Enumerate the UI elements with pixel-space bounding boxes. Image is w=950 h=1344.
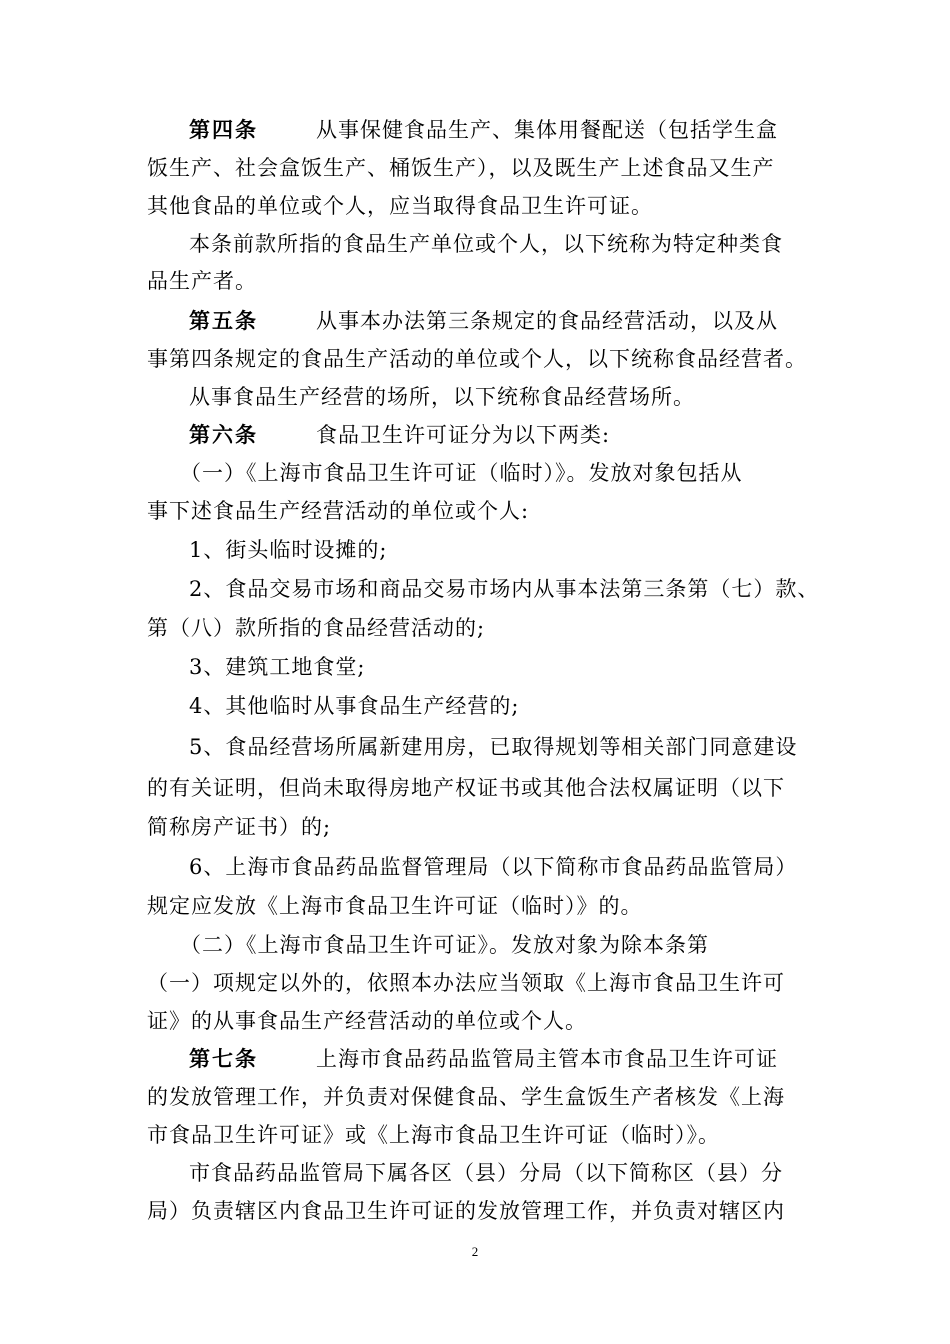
article-4-para2-line-1: 本条前款所指的食品生产单位或个人，以下统称为特定种类食 xyxy=(189,232,783,256)
article-4-heading: 第四条 xyxy=(189,117,258,142)
article-4-para2-line-2: 品生产者。 xyxy=(147,269,257,293)
article-6-clause-2-line-2: （一）项规定以外的，依照本办法应当领取《上海市食品卫生许可 xyxy=(147,971,785,995)
article-7-text: 上海市食品药品监管局主管本市食品卫生许可证 xyxy=(316,1047,778,1071)
article-6-item-1: 1、街头临时设摊的; xyxy=(189,538,388,562)
article-6-item-4: 4、其他临时从事食品生产经营的; xyxy=(189,694,520,718)
article-6-clause-2-line-1: （二）《上海市食品卫生许可证》。发放对象为除本条第 xyxy=(180,933,709,957)
article-7-line-2: 的发放管理工作，并负责对保健食品、学生盒饭生产者核发《上海 xyxy=(147,1085,785,1109)
article-4-text: 从事保健食品生产、集体用餐配送（包括学生盒 xyxy=(316,118,778,142)
article-6-item-3: 3、建筑工地食堂; xyxy=(189,655,366,679)
article-5-first-line xyxy=(189,306,778,336)
article-5-line-2: 事第四条规定的食品生产活动的单位或个人，以下统称食品经营者。 xyxy=(147,347,807,371)
article-7-line-3: 市食品卫生许可证》或《上海市食品卫生许可证（临时）》。 xyxy=(147,1123,720,1147)
article-7-para2-line-1: 市食品药品监管局下属各区（县）分局（以下简称区（县）分 xyxy=(189,1161,783,1185)
article-5-para2-line-1: 从事食品生产经营的场所，以下统称食品经营场所。 xyxy=(189,385,695,409)
article-6-clause-1-line-2: 事下述食品生产经营活动的单位或个人: xyxy=(147,499,530,523)
article-6-item-2-line-2: 第（八）款所指的食品经营活动的; xyxy=(147,616,486,640)
article-6-first-line xyxy=(189,420,610,450)
article-7-first-line xyxy=(189,1044,778,1074)
article-5-heading: 第五条 xyxy=(189,308,258,333)
article-5-text: 从事本办法第三条规定的食品经营活动，以及从 xyxy=(316,309,778,333)
article-7-heading: 第七条 xyxy=(189,1046,258,1071)
article-6-item-6-line-1: 6、上海市食品药品监督管理局（以下简称市食品药品监管局） xyxy=(189,855,798,879)
article-6-item-5-line-1: 5、食品经营场所属新建用房，已取得规划等相关部门同意建设 xyxy=(189,735,798,759)
article-6-item-6-line-2: 规定应发放《上海市食品卫生许可证（临时）》的。 xyxy=(147,894,643,918)
article-6-item-5-line-3: 简称房产证书）的; xyxy=(147,815,332,839)
article-6-text: 食品卫生许可证分为以下两类: xyxy=(316,423,611,447)
article-6-clause-1-line-1: （一）《上海市食品卫生许可证（临时）》。发放对象包括从 xyxy=(180,461,743,485)
article-6-clause-2-line-3: 证》的从事食品生产经营活动的单位或个人。 xyxy=(147,1009,587,1033)
article-6-heading: 第六条 xyxy=(189,422,258,447)
article-7-para2-line-2: 局）负责辖区内食品卫生许可证的发放管理工作，并负责对辖区内 xyxy=(147,1199,785,1223)
article-6-item-2-line-1: 2、食品交易市场和商品交易市场内从事本法第三条第（七）款、 xyxy=(189,577,820,601)
article-6-item-5-line-2: 的有关证明，但尚未取得房地产权证书或其他合法权属证明（以下 xyxy=(147,776,785,800)
article-4-first-line xyxy=(189,115,778,145)
article-4-line-2: 饭生产、社会盒饭生产、桶饭生产），以及既生产上述食品又生产 xyxy=(147,156,775,180)
page-number: 2 xyxy=(471,1244,479,1259)
article-4-line-3: 其他食品的单位或个人，应当取得食品卫生许可证。 xyxy=(147,194,653,218)
